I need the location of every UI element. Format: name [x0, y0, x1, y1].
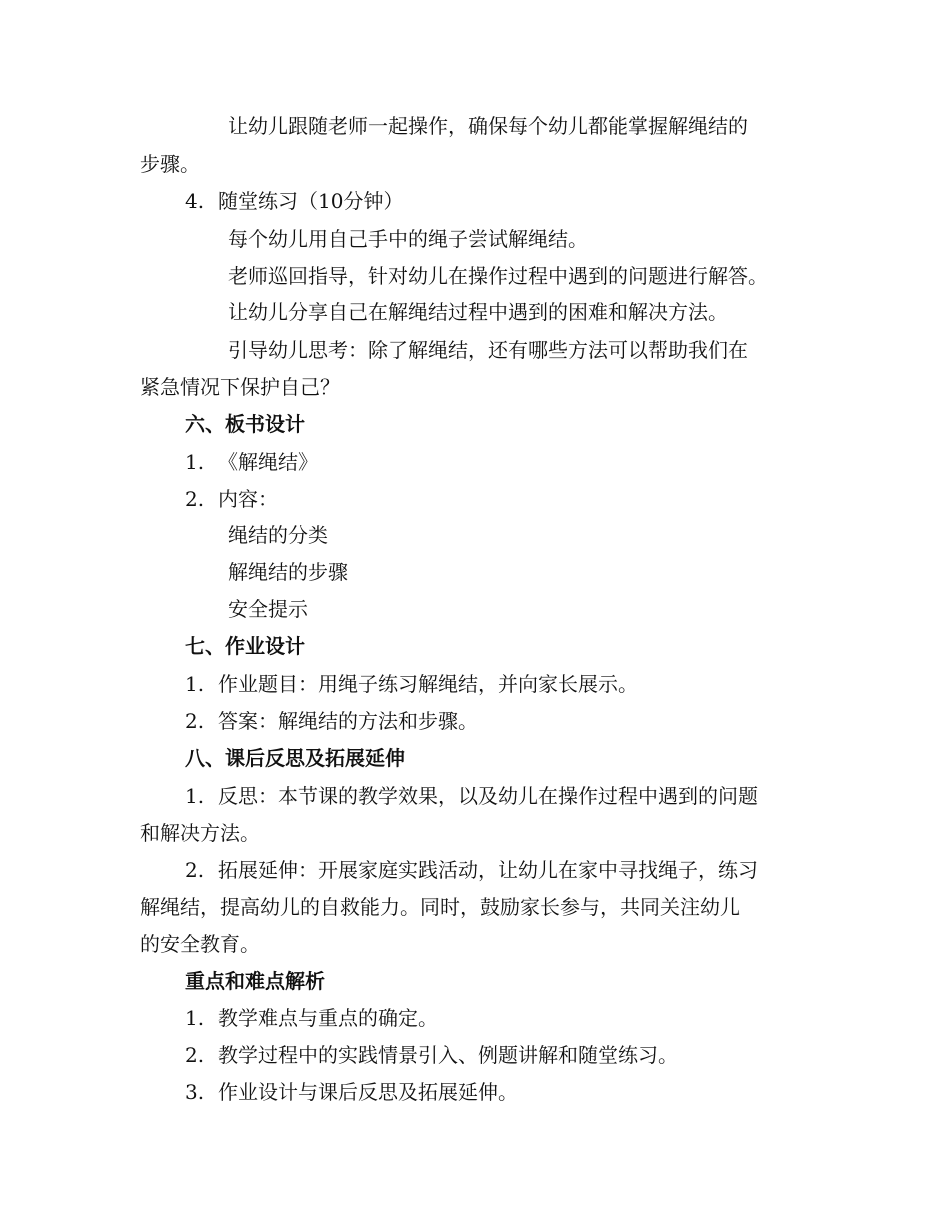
reflection-line-2: 和解决方法。: [140, 821, 260, 845]
list-number: 1.: [185, 1006, 205, 1030]
practice-item: 每个幼儿用自己手中的绳子尝试解绳结。: [228, 227, 588, 251]
step-4-title: 随堂练习（10分钟）: [218, 189, 404, 213]
extension-line-3: 的安全教育。: [140, 932, 260, 956]
list-item-text: 教学难点与重点的确定。: [218, 1006, 438, 1030]
list-number: 2.: [185, 487, 205, 511]
extension-line-2: 解绳结，提高幼儿的自救能力。同时，鼓励家长参与，共同关注幼儿: [140, 895, 740, 919]
list-number: 2.: [185, 709, 205, 733]
list-item-text: 内容：: [218, 487, 278, 511]
extension-line-1: [185, 856, 758, 884]
list-item-text: 教学过程中的实践情景引入、例题讲解和随堂练习。: [218, 1043, 678, 1067]
list-number: 1.: [185, 450, 205, 474]
list-number: 4.: [185, 189, 205, 213]
practice-item: 让幼儿分享自己在解绳结过程中遇到的困难和解决方法。: [228, 300, 728, 324]
paragraph-follow-teacher-line-2: 步骤。: [140, 152, 200, 176]
board-content-line: 绳结的分类: [228, 523, 328, 547]
section-6-heading: 六、板书设计: [185, 412, 305, 436]
list-number: 1.: [185, 672, 205, 696]
list-number: 2.: [185, 1043, 205, 1067]
list-item: [185, 1004, 438, 1032]
analysis-heading: 重点和难点解析: [185, 969, 325, 993]
list-item-text: 《解绳结》: [218, 450, 318, 474]
section-8-heading: 八、课后反思及拓展延伸: [185, 746, 405, 770]
section-7-heading: 七、作业设计: [185, 634, 305, 658]
list-number: 1.: [185, 784, 205, 808]
practice-item: 老师巡回指导，针对幼儿在操作过程中遇到的问题进行解答。: [228, 264, 768, 288]
step-4-heading: [185, 187, 403, 215]
list-item: [185, 670, 638, 698]
board-content-line: 安全提示: [228, 597, 308, 621]
list-item-text: 作业题目：用绳子练习解绳结，并向家长展示。: [218, 672, 638, 696]
reflection-text: 反思：本节课的教学效果，以及幼儿在操作过程中遇到的问题: [218, 784, 758, 808]
list-item: [185, 1078, 518, 1106]
list-number: 2.: [185, 858, 205, 882]
reflection-line-1: [185, 782, 758, 810]
board-content-line: 解绳结的步骤: [228, 560, 348, 584]
practice-think-line-2: 紧急情况下保护自己？: [140, 375, 340, 399]
list-item: [185, 1041, 678, 1069]
list-item: [185, 485, 278, 513]
list-number: 3.: [185, 1080, 205, 1104]
list-item-text: 作业设计与课后反思及拓展延伸。: [218, 1080, 518, 1104]
extension-text: 拓展延伸：开展家庭实践活动，让幼儿在家中寻找绳子，练习: [218, 858, 758, 882]
practice-think-line-1: 引导幼儿思考：除了解绳结，还有哪些方法可以帮助我们在: [228, 338, 748, 362]
paragraph-follow-teacher-line-1: 让幼儿跟随老师一起操作，确保每个幼儿都能掌握解绳结的: [228, 114, 748, 138]
list-item: [185, 448, 318, 476]
list-item: [185, 707, 478, 735]
list-item-text: 答案：解绳结的方法和步骤。: [218, 709, 478, 733]
